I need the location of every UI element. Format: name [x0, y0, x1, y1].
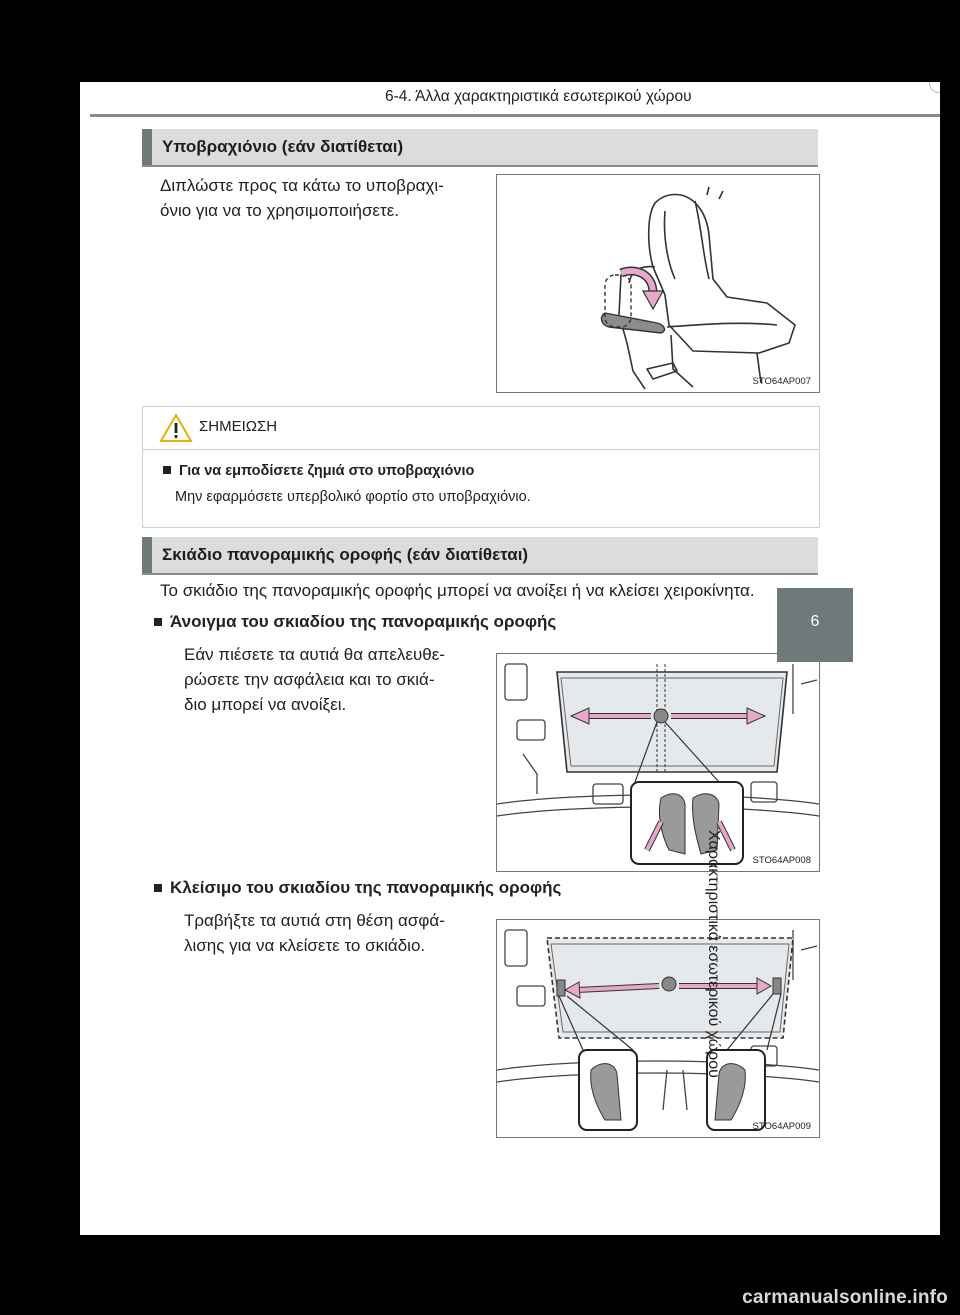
text-line: ρώσετε την ασφάλεια και το σκιά- [184, 670, 435, 689]
open-instruction [184, 642, 480, 717]
note-label: ΣΗΜΕΙΩΣΗ [199, 418, 278, 435]
note-text: Μην εφαρμόσετε υπερβολικό φορτίο στο υποβραχιόνιο. [175, 489, 531, 505]
warning-triangle-icon [159, 413, 193, 443]
text-line: όνιο για να το χρησιμοποιήσετε. [160, 201, 400, 220]
section-heading-armrest [142, 129, 818, 165]
sunshade-open-figure [496, 653, 820, 872]
section-heading-bar [142, 537, 152, 573]
sunshade-intro: Το σκιάδιο της πανοραμικής οροφής μπορεί να ανοίξει ή να κλείσει χειροκίνητα. [160, 581, 755, 600]
chapter-number: 6 [810, 613, 820, 630]
sunshade-open-illustration [497, 654, 819, 871]
chapter-side-label: Χαρακτηριστικά εσωτερικού χώρου [705, 830, 722, 1078]
chapter-tab [777, 588, 853, 662]
section-heading-underline [142, 573, 818, 575]
close-heading [168, 878, 561, 898]
note-header [143, 407, 819, 450]
footer-watermark: carmanualsonline.info [742, 1287, 948, 1308]
open-heading-text: Άνοιγμα του σκιαδίου της πανοραμικής οροφής [170, 612, 557, 631]
section-title: Σκιάδιο πανοραμικής οροφής (εάν διατίθεται) [162, 545, 529, 564]
bullet-square-icon [154, 618, 162, 626]
text-line: Διπλώστε προς τα κάτω το υποβραχι- [160, 176, 444, 195]
section-title: Υποβραχιόνιο (εάν διατίθεται) [162, 137, 404, 156]
close-heading-text: Κλείσιμο του σκιαδίου της πανοραμικής οροφής [170, 878, 562, 897]
note-box [142, 406, 820, 528]
figure-code: STO64AP007 [752, 376, 811, 387]
text-line: διο μπορεί να ανοίξει. [184, 695, 347, 714]
section-heading-bar [142, 129, 152, 165]
note-heading [163, 463, 474, 479]
header-rule [90, 114, 940, 117]
open-heading [168, 612, 556, 632]
figure-code: STO64AP009 [752, 1121, 811, 1132]
page-header [80, 82, 940, 114]
armrest-figure [496, 174, 820, 393]
text-line: Τραβήξτε τα αυτιά στη θέση ασφά- [184, 911, 445, 930]
section-heading-underline [142, 165, 818, 167]
close-instruction [184, 908, 480, 958]
section-heading-sunshade [142, 537, 818, 573]
breadcrumb: 6-4. Άλλα χαρακτηριστικά εσωτερικού χώρου [385, 88, 692, 105]
figure-code: STO64AP008 [752, 855, 811, 866]
sunshade-close-figure [496, 919, 820, 1138]
text-line: λισης για να κλείσετε το σκιάδιο. [184, 936, 426, 955]
note-heading-text: Για να εμποδίσετε ζημιά στο υποβραχιόνιο [179, 463, 475, 479]
bullet-square-icon [163, 466, 171, 474]
seat-illustration [497, 175, 819, 392]
bullet-square-icon [154, 884, 162, 892]
text-line: Εάν πιέσετε τα αυτιά θα απελευθε- [184, 645, 445, 664]
armrest-instruction [160, 173, 490, 223]
sunshade-close-illustration [497, 920, 819, 1137]
